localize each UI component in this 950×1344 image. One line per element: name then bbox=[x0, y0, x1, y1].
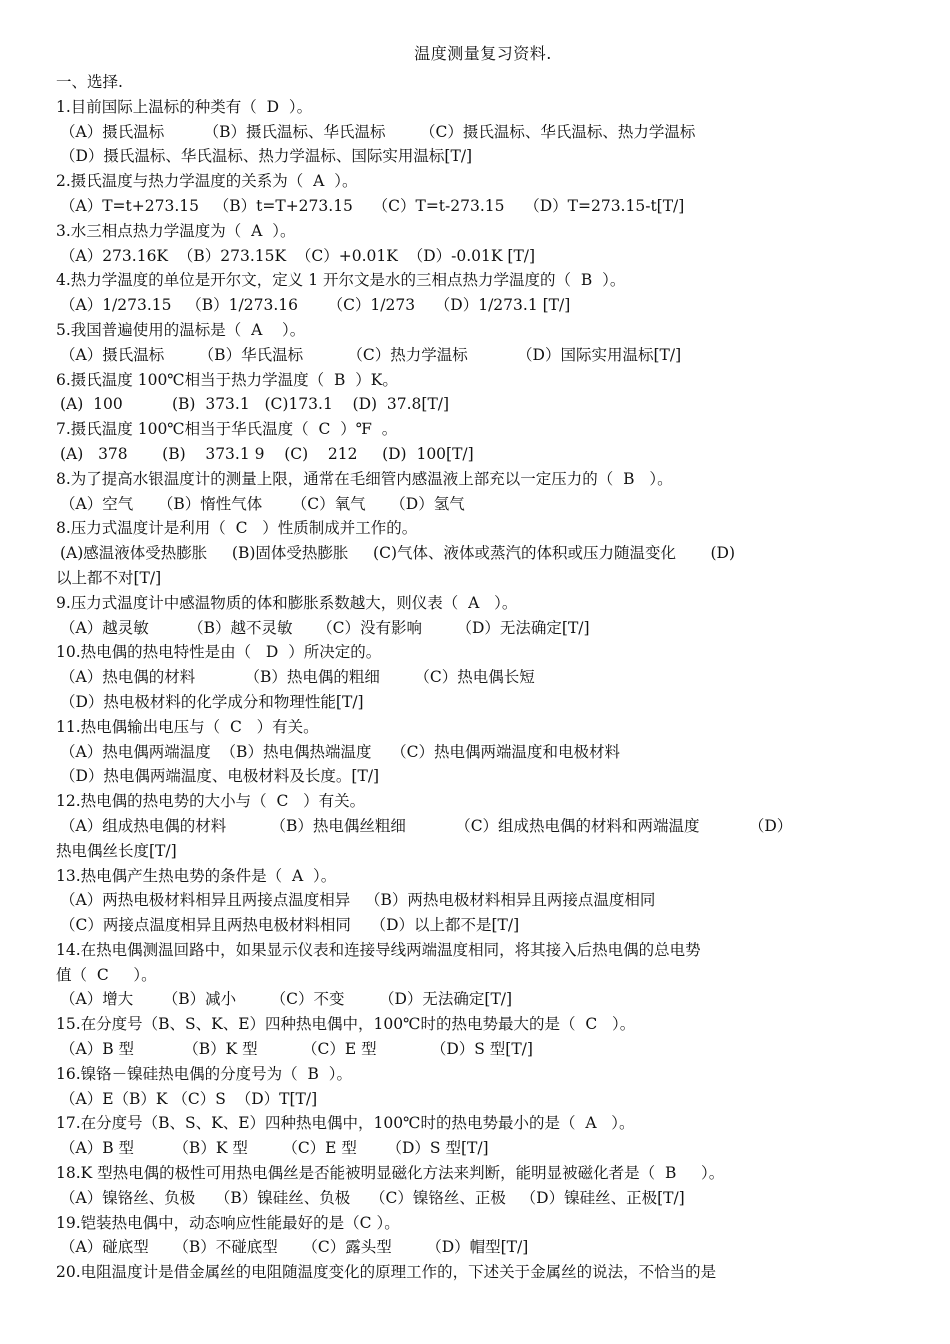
options-line: （A）B 型 （B）K 型 （C）E 型 （D）S 型[T/] bbox=[60, 1040, 533, 1059]
document-title: 温度测量复习资料. bbox=[414, 44, 552, 63]
options-line: （A）镍铬丝、负极 （B）镍硅丝、负极 （C）镍铬丝、正极 （D）镍硅丝、正极[T/] bbox=[60, 1188, 685, 1207]
question-line: 9.压力式温度计中感温物质的体和膨胀系数越大，则仪表（ A ）。 bbox=[56, 593, 518, 612]
continuation-line: 热电偶丝长度[T/] bbox=[56, 841, 177, 860]
question-line: 18.K 型热电偶的极性可用热电偶丝是否能被明显磁化方法来判断，能明显被磁化者是（ B ）。 bbox=[56, 1164, 725, 1183]
options-line: （A）碰底型 （B）不碰底型 （C）露头型 （D）帽型[T/] bbox=[60, 1238, 529, 1257]
options-line: (A)感温液体受热膨胀 (B)固体受热膨胀 (C)气体、液体或蒸汽的体积或压力随温变化 (D) bbox=[60, 544, 736, 563]
question-line: 12.热电偶的热电势的大小与（ C ）有关。 bbox=[56, 792, 366, 811]
question-line: 10.热电偶的热电特性是由（ D ）所决定的。 bbox=[56, 643, 382, 662]
question-line: 8.为了提高水银温度计的测量上限，通常在毛细管内感温液上部充以一定压力的（ B ）。 bbox=[56, 469, 673, 488]
options-line: （D）热电偶两端温度、电极材料及长度。[T/] bbox=[60, 767, 380, 786]
options-line: （A）1/273.15 （B）1/273.16 （C）1/273 （D）1/273.1 [T/] bbox=[60, 296, 571, 315]
options-line: （A）组成热电偶的材料 （B）热电偶丝粗细 （C）组成热电偶的材料和两端温度 （D） bbox=[60, 816, 793, 835]
options-line: (A) 378 (B) 373.1 9 (C) 212 (D) 100[T/] bbox=[60, 444, 474, 463]
options-line: （A）两热电极材料相异且两接点温度相异 （B）两热电极材料相异且两接点温度相同 bbox=[60, 891, 656, 910]
options-line: （A）增大 （B）减小 （C）不变 （D）无法确定[T/] bbox=[60, 990, 513, 1009]
options-line: （A）越灵敏 （B）越不灵敏 （C）没有影响 （D）无法确定[T/] bbox=[60, 618, 590, 637]
options-line: (A) 100 (B) 373.1 (C)173.1 (D) 37.8[T/] bbox=[60, 395, 450, 414]
options-line: （A）T=t+273.15 （B）t=T+273.15 （C）T=t-273.15 （D）T=273.15-t[T/] bbox=[60, 196, 685, 215]
section-heading: 一、选择. bbox=[56, 73, 123, 91]
options-line: （D）摄氏温标、华氏温标、热力学温标、国际实用温标[T/] bbox=[60, 147, 473, 166]
question-line: 6.摄氏温度 100℃相当于热力学温度（ B ）K。 bbox=[56, 370, 398, 389]
question-line: 8.压力式温度计是利用（ C ）性质制成并工作的。 bbox=[56, 519, 418, 538]
question-line: 2.摄氏温度与热力学温度的关系为（ A ）。 bbox=[56, 172, 358, 191]
question-line: 7.摄氏温度 100℃相当于华氏温度（ C ）℉ 。 bbox=[56, 420, 398, 439]
question-line: 19.铠装热电偶中，动态响应性能最好的是（C ）。 bbox=[56, 1213, 400, 1232]
question-line: 4.热力学温度的单位是开尔文，定义 1 开尔文是水的三相点热力学温度的（ B ）。 bbox=[56, 271, 626, 290]
options-line: （A）空气 （B）惰性气体 （C）氧气 （D）氢气 bbox=[60, 494, 465, 513]
options-line: （A）273.16K （B）273.15K （C）+0.01K （D）-0.01K [T/] bbox=[60, 246, 536, 265]
question-line: 20.电阻温度计是借金属丝的电阻随温度变化的原理工作的，下述关于金属丝的说法，不恰当的是 bbox=[56, 1263, 717, 1282]
question-line: 5.我国普遍使用的温标是（ A ）。 bbox=[56, 320, 306, 339]
question-line: 11.热电偶输出电压与（ C ）有关。 bbox=[56, 717, 319, 736]
question-line: 13.热电偶产生热电势的条件是（ A ）。 bbox=[56, 866, 337, 885]
options-line: （C）两接点温度相异且两热电极材料相同 （D）以上都不是[T/] bbox=[60, 916, 520, 935]
continuation-line: 以上都不对[T/] bbox=[56, 568, 162, 587]
question-line: 15.在分度号（B、S、K、E）四种热电偶中，100℃时的热电势最大的是（ C ）。 bbox=[56, 1015, 636, 1034]
options-line: （A）B 型 （B）K 型 （C）E 型 （D）S 型[T/] bbox=[60, 1139, 489, 1158]
options-line: （A）热电偶两端温度 （B）热电偶热端温度 （C）热电偶两端温度和电极材料 bbox=[60, 742, 621, 761]
question-line: 3.水三相点热力学温度为（ A ）。 bbox=[56, 221, 296, 240]
question-line: 17.在分度号（B、S、K、E）四种热电偶中，100℃时的热电势最小的是（ A ）。 bbox=[56, 1114, 635, 1133]
options-line: （D）热电极材料的化学成分和物理性能[T/] bbox=[60, 692, 364, 711]
options-line: （A）摄氏温标 （B）摄氏温标、华氏温标 （C）摄氏温标、华氏温标、热力学温标 bbox=[60, 122, 696, 141]
document-body bbox=[56, 70, 910, 1285]
options-line: （A）摄氏温标 （B）华氏温标 （C）热力学温标 （D）国际实用温标[T/] bbox=[60, 345, 682, 364]
question-line: 1.目前国际上温标的种类有（ D ）。 bbox=[56, 97, 313, 116]
continuation-line: 值（ C ）。 bbox=[56, 965, 157, 984]
options-line: （A）热电偶的材料 （B）热电偶的粗细 （C）热电偶长短 bbox=[60, 668, 535, 687]
question-line: 14.在热电偶测温回路中，如果显示仪表和连接导线两端温度相同，将其接入后热电偶的总电势 bbox=[56, 940, 701, 959]
question-line: 16.镍铬－镍硅热电偶的分度号为（ B ）。 bbox=[56, 1064, 352, 1083]
options-line: （A）E（B）K （C）S （D）T[T/] bbox=[60, 1089, 318, 1108]
